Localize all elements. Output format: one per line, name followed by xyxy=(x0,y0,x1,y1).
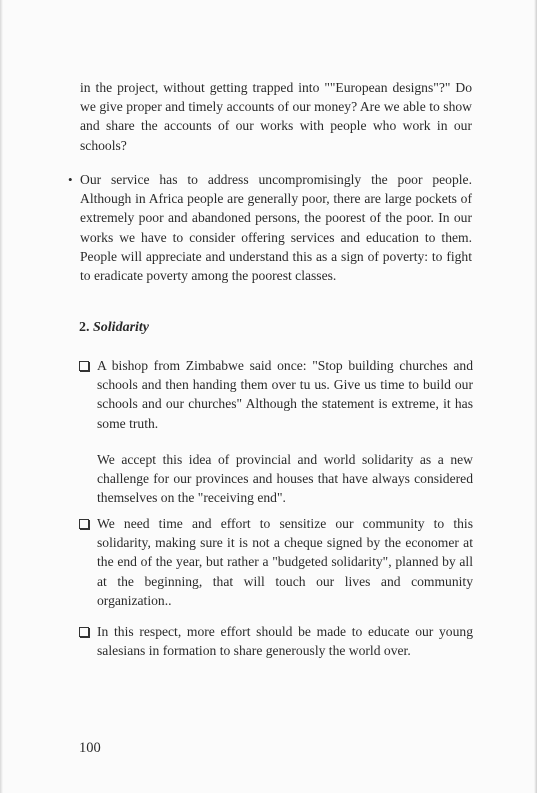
continuation-paragraph: in the project, without getting trapped into ""European designs"?" Do we give proper and timely accounts of our money? Are we able to show and share the accounts of our works with people who work in our schools? xyxy=(80,80,472,153)
item-text: We need time and effort to sensitize our community to this solidarity, making sure it is not a cheque signed by the economer at the end of the year, but rather a "budgeted solidarity", planned by all at the beginning, that will touch our lives and community organization.. xyxy=(97,516,473,608)
bullet-text: Our service has to address uncompromisingly the poor people. Although in Africa people are generally poor, there are large pockets of extremely poor and abandoned persons, the poorest of the poor. In our works we have to consider offering services and education to them. People will appreciate and understand this as a sign of poverty: to fight to eradicate poverty among the poorest classes. xyxy=(80,172,472,284)
item-text: A bishop from Zimbabwe said once: "Stop building churches and schools and then handing them over tu us. Give us time to build our schools and our churches" Although the statement is extreme, it has some truth. xyxy=(97,358,473,431)
item-text: In this respect, more effort should be made to educate our young salesians in formation to share generously the world over. xyxy=(97,624,473,659)
checkbox-item-bishop xyxy=(97,356,473,433)
checkbox-item-sensitize xyxy=(97,514,473,610)
checkbox-item-educate xyxy=(97,622,473,660)
solidarity-paragraph: We accept this idea of provincial and world solidarity as a new challenge for our provinces and houses that have always considered themselves on the "receiving end". xyxy=(97,452,473,506)
checkbox-bullet-icon xyxy=(79,627,89,637)
checkbox-bullet-icon xyxy=(79,361,89,371)
page-edge-left xyxy=(0,0,3,793)
page-number: 100 xyxy=(79,740,101,756)
bullet-icon: • xyxy=(68,172,73,187)
section-title: Solidarity xyxy=(93,320,150,335)
checkbox-bullet-icon xyxy=(79,519,89,529)
bullet-paragraph xyxy=(68,170,472,285)
section-number: 2. xyxy=(79,320,90,335)
section-heading xyxy=(79,320,149,336)
